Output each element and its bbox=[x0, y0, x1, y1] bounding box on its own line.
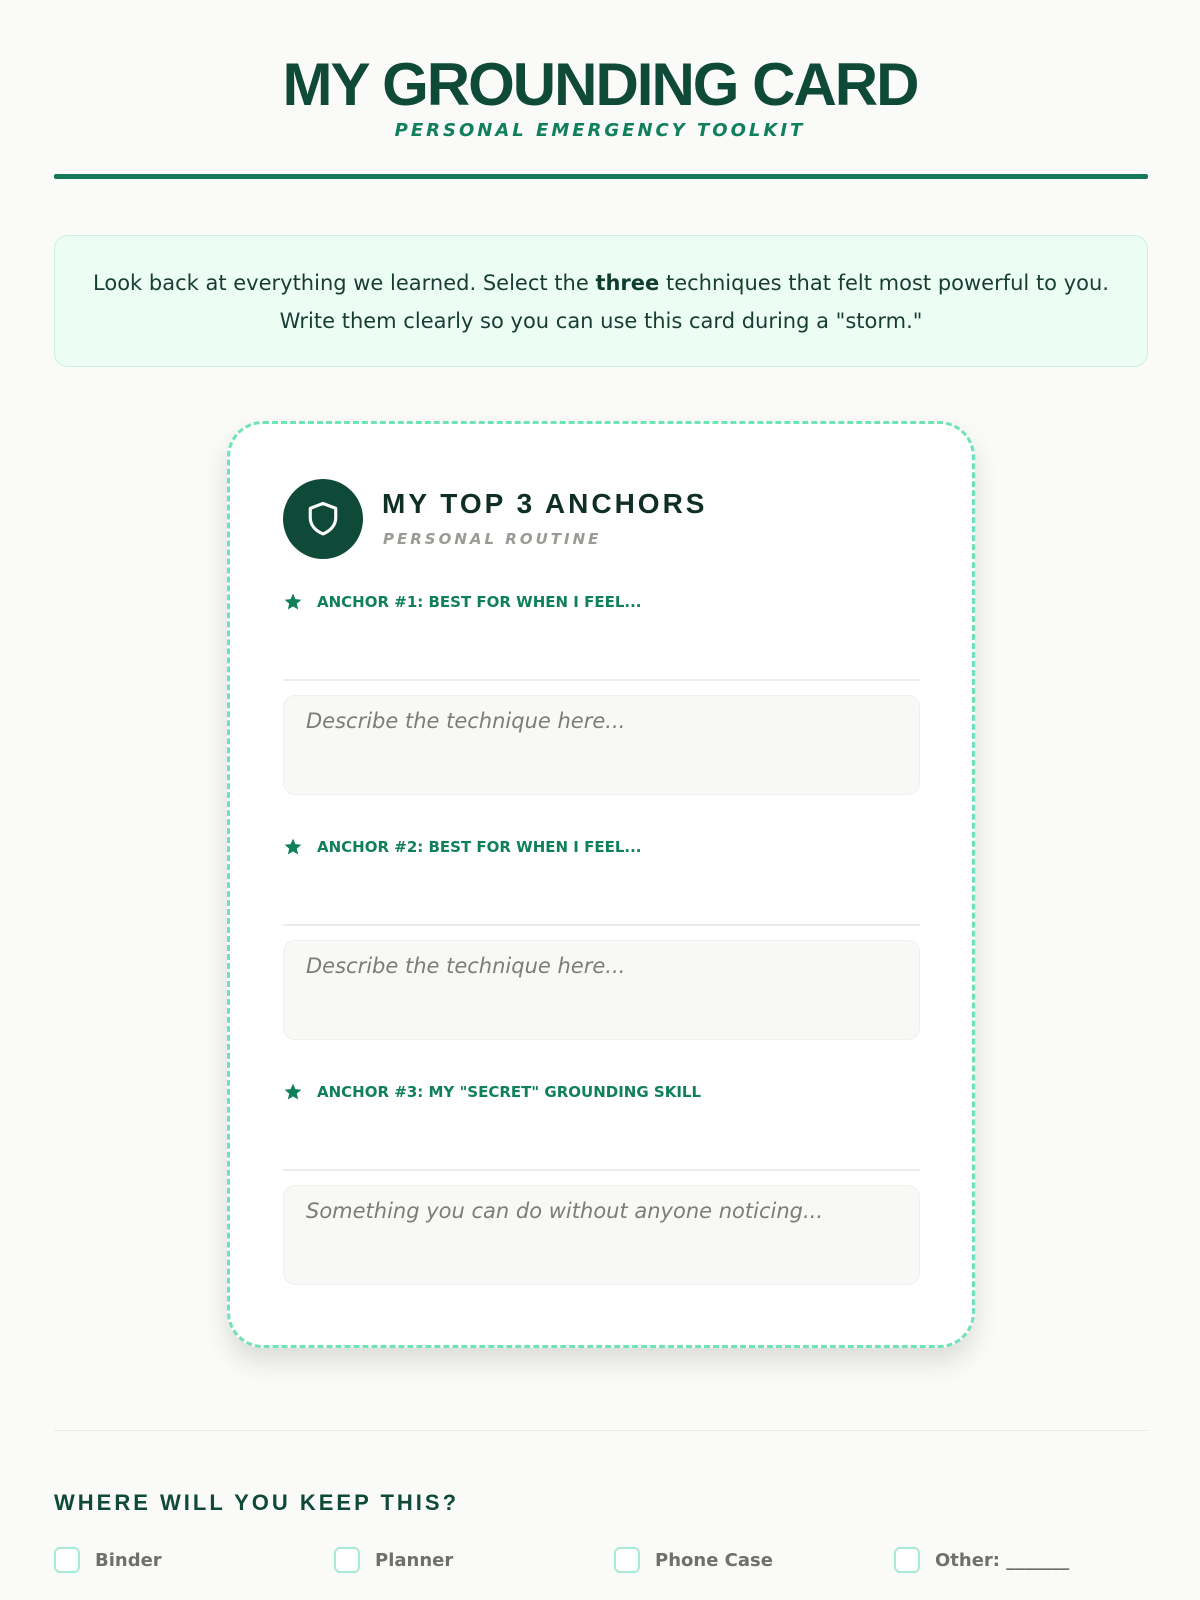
option-planner[interactable] bbox=[334, 1545, 453, 1575]
option-phone-case[interactable] bbox=[614, 1545, 773, 1575]
anchor-2 bbox=[283, 835, 920, 1040]
option-binder[interactable] bbox=[54, 1545, 162, 1575]
option-other[interactable] bbox=[894, 1545, 1069, 1575]
phone-case-checkbox[interactable] bbox=[614, 1547, 640, 1573]
keep-section-title: WHERE WILL YOU KEEP THIS? bbox=[54, 1490, 460, 1515]
anchor-1 bbox=[283, 590, 920, 795]
intro-text-bold: three bbox=[595, 271, 660, 295]
planner-checkbox[interactable] bbox=[334, 1547, 360, 1573]
title-divider bbox=[54, 174, 1148, 179]
other-checkbox[interactable] bbox=[894, 1547, 920, 1573]
binder-checkbox[interactable] bbox=[54, 1547, 80, 1573]
shield-badge bbox=[283, 479, 363, 559]
option-label: Binder bbox=[95, 1549, 162, 1571]
option-label: Other: _______ bbox=[935, 1549, 1070, 1571]
intro-line-1 bbox=[55, 264, 1147, 302]
star-icon bbox=[283, 592, 303, 612]
star-icon bbox=[283, 1082, 303, 1102]
anchor-2-technique-input[interactable] bbox=[283, 940, 920, 1040]
anchor-3-feeling-line[interactable] bbox=[283, 1169, 920, 1171]
anchors-card bbox=[227, 421, 975, 1348]
intro-box bbox=[54, 235, 1148, 367]
page-header bbox=[0, 50, 1200, 141]
anchor-3-label bbox=[283, 1080, 920, 1104]
page-subtitle: PERSONAL EMERGENCY TOOLKIT bbox=[394, 120, 806, 141]
option-label: Phone Case bbox=[655, 1549, 773, 1571]
section-divider bbox=[54, 1430, 1148, 1431]
anchor-2-label-text: ANCHOR #2: BEST FOR WHEN I FEEL... bbox=[317, 838, 642, 856]
intro-text-before: Look back at everything we learned. Select the bbox=[93, 271, 596, 295]
anchor-1-label-text: ANCHOR #1: BEST FOR WHEN I FEEL... bbox=[317, 593, 642, 611]
intro-line-2: Write them clearly so you can use this card during a "storm." bbox=[279, 309, 923, 333]
shield-icon bbox=[306, 500, 340, 538]
card-title: MY TOP 3 ANCHORS bbox=[382, 488, 708, 519]
anchor-1-label bbox=[283, 590, 920, 614]
card-subtitle: PERSONAL ROUTINE bbox=[383, 530, 602, 548]
page-title: MY GROUNDING CARD bbox=[282, 51, 918, 118]
intro-text-after: techniques that felt most powerful to you. bbox=[659, 271, 1109, 295]
star-icon bbox=[283, 837, 303, 857]
anchor-3-label-text: ANCHOR #3: MY "SECRET" GROUNDING SKILL bbox=[317, 1083, 702, 1101]
anchor-1-feeling-line[interactable] bbox=[283, 679, 920, 681]
keep-options bbox=[54, 1545, 1148, 1575]
anchor-1-technique-input[interactable] bbox=[283, 695, 920, 795]
anchor-3-technique-input[interactable] bbox=[283, 1185, 920, 1285]
anchor-3 bbox=[283, 1080, 920, 1285]
option-label: Planner bbox=[375, 1549, 454, 1571]
anchor-2-label bbox=[283, 835, 920, 859]
anchor-2-feeling-line[interactable] bbox=[283, 924, 920, 926]
